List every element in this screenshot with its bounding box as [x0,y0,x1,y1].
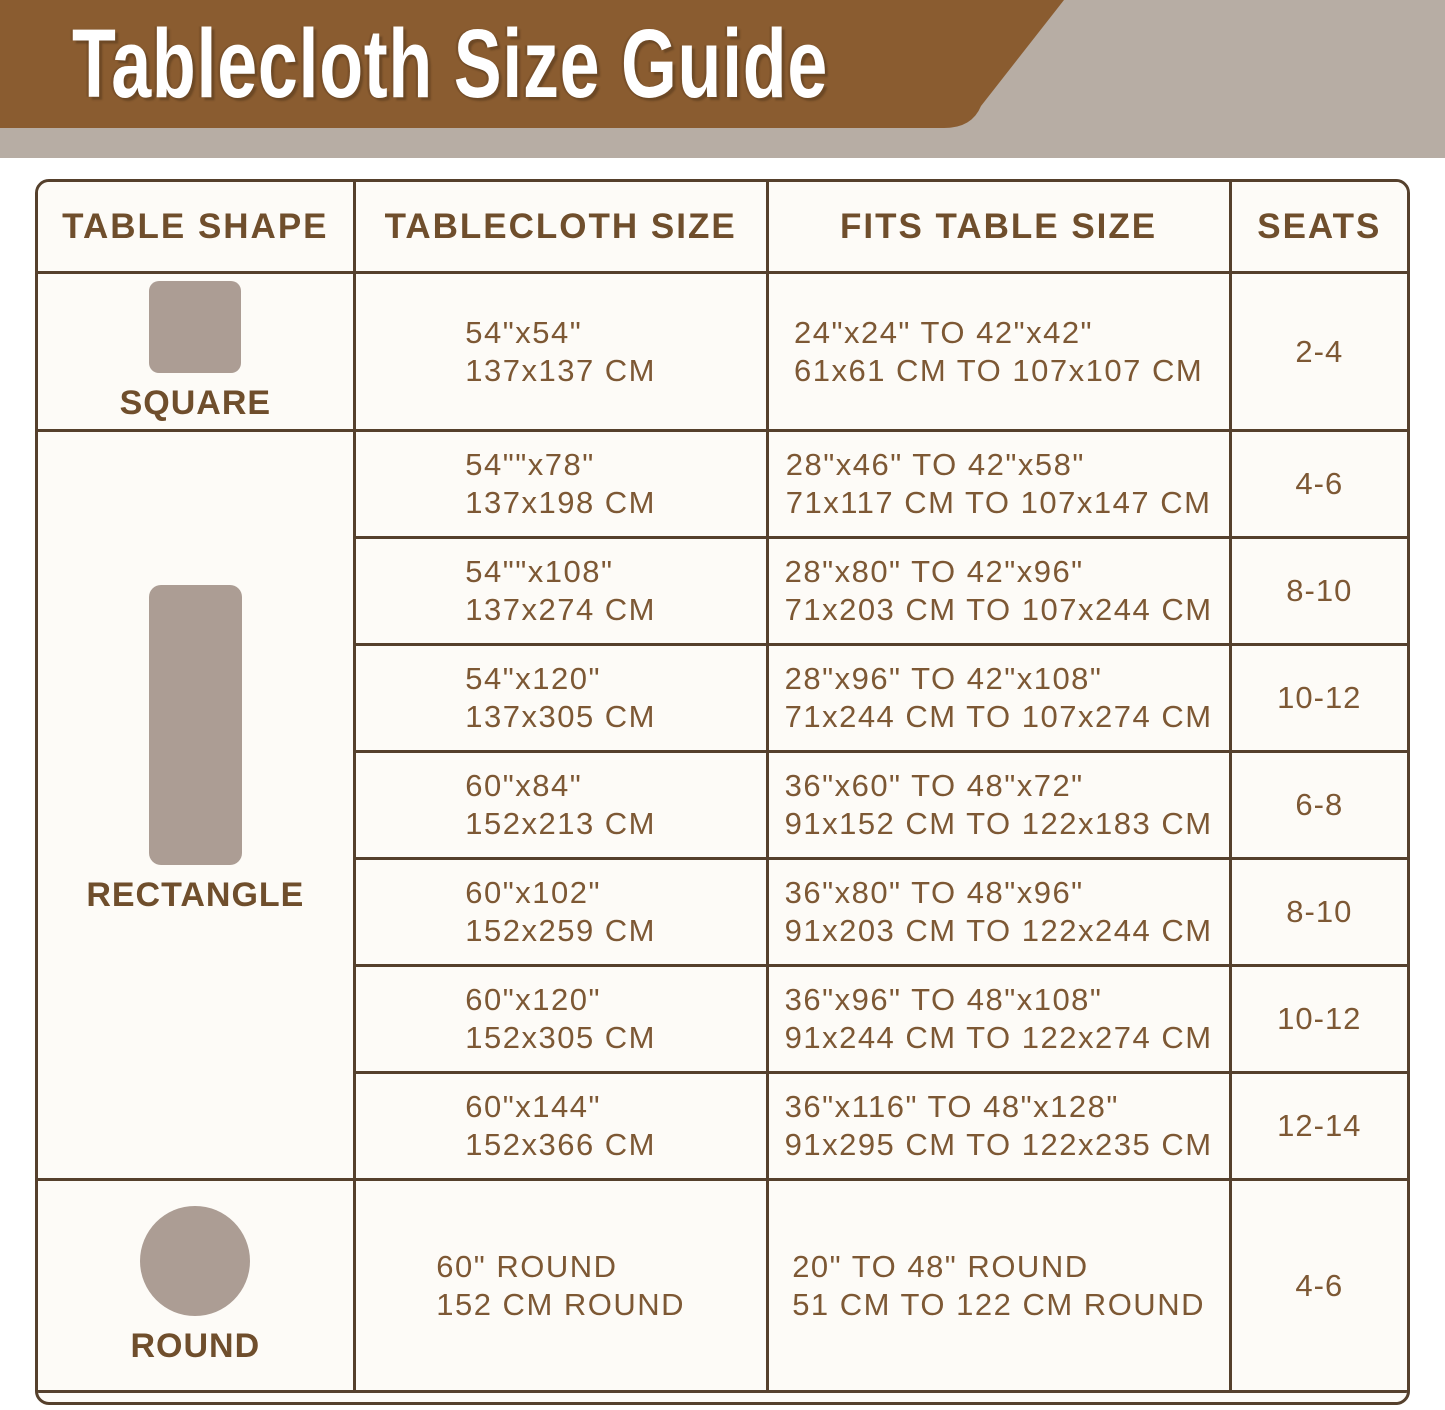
fits-inches: 24"x24" TO 42"x42" [793,314,1094,350]
fits-cm: 71x203 CM TO 107x244 CM [784,592,1213,627]
fits-cm: 91x295 CM TO 122x235 CM [784,1127,1213,1162]
size-cm: 152x305 CM [465,1020,657,1055]
size-inches: 60"x84" [465,768,583,803]
size-cm: 152x213 CM [465,806,657,841]
rectangle-shape-icon [149,585,242,865]
size-cm: 152x366 CM [465,1127,657,1162]
fits-inches: 36"x116" TO 48"x128" [784,1089,1119,1124]
fits-cm: 71x117 CM TO 107x147 CM [785,485,1212,520]
fits-cm: 91x152 CM TO 122x183 CM [784,806,1213,841]
size-inches: 60"x120" [465,982,601,1017]
seats-cell: 8-10 [1230,859,1408,966]
tablecloth-size-cell [354,645,767,752]
fits-cm: 91x244 CM TO 122x274 CM [784,1020,1213,1055]
round-shape-cell [37,1180,355,1392]
rectangle-shape-cell [37,431,355,1180]
fits-inches: 28"x80" TO 42"x96" [784,554,1084,589]
fits-inches: 20" TO 48" ROUND [792,1248,1089,1284]
size-guide-table [35,179,1410,1405]
tablecloth-size-cell [354,859,767,966]
tablecloth-size-cell [354,431,767,538]
fits-cm: 91x203 CM TO 122x244 CM [784,913,1213,948]
fits-table-size-cell [767,645,1230,752]
size-inches: 60"x144" [465,1089,601,1124]
size-cm: 137x137 CM [465,352,657,388]
shape-label: ROUND [130,1326,261,1365]
fits-table-size-cell [767,1073,1230,1180]
seats-cell: 10-12 [1230,966,1408,1073]
seats-cell: 8-10 [1230,538,1408,645]
table-row [37,431,1409,538]
fits-inches: 36"x96" TO 48"x108" [784,982,1103,1017]
tablecloth-size-cell [354,273,767,431]
size-cm: 152x259 CM [465,913,657,948]
fits-table-size-cell [767,966,1230,1073]
seats-cell: 12-14 [1230,1073,1408,1180]
column-header-fits-table-size: FITS TABLE SIZE [767,181,1230,273]
seats-cell: 2-4 [1230,273,1408,431]
seats-cell: 4-6 [1230,431,1408,538]
fits-inches: 28"x96" TO 42"x108" [784,661,1103,696]
square-shape-icon [149,281,241,373]
fits-inches: 36"x60" TO 48"x72" [784,768,1084,803]
fits-cm: 71x244 CM TO 107x274 CM [784,699,1213,734]
fits-table-size-cell [767,1180,1230,1392]
table-row [37,1180,1409,1392]
size-cm: 137x305 CM [465,699,657,734]
fits-table-size-cell [767,431,1230,538]
shape-label: SQUARE [119,383,272,422]
fits-cm: 61x61 CM TO 107x107 CM [793,352,1204,388]
tablecloth-size-cell [354,752,767,859]
size-inches: 60" ROUND [436,1248,618,1284]
size-inches: 54"x54" [465,314,583,350]
page-title: Tablecloth Size Guide [72,9,829,118]
tablecloth-size-cell [354,1073,767,1180]
size-cm: 137x274 CM [465,592,657,627]
seats-cell: 6-8 [1230,752,1408,859]
table-row [37,273,1409,431]
size-cm: 137x198 CM [465,485,657,520]
header-banner [0,0,1445,158]
fits-table-size-cell [767,538,1230,645]
fits-table-size-cell [767,273,1230,431]
fits-inches: 28"x46" TO 42"x58" [785,447,1085,482]
size-inches: 54"x120" [465,661,601,696]
size-inches: 54""x108" [465,554,614,589]
size-inches: 60"x102" [465,875,601,910]
fits-cm: 51 CM TO 122 CM ROUND [792,1286,1205,1322]
seats-cell: 10-12 [1230,645,1408,752]
column-header-table-shape: TABLE SHAPE [37,181,355,273]
tablecloth-size-cell [354,538,767,645]
column-header-tablecloth-size: TABLECLOTH SIZE [354,181,767,273]
fits-table-size-cell [767,859,1230,966]
shape-label: RECTANGLE [86,876,305,914]
round-shape-icon [140,1206,250,1316]
tablecloth-size-cell [354,1180,767,1392]
table-header-row [37,181,1409,273]
column-header-seats: SEATS [1230,181,1408,273]
fits-inches: 36"x80" TO 48"x96" [784,875,1084,910]
tablecloth-size-cell [354,966,767,1073]
size-inches: 54""x78" [465,447,595,482]
seats-cell: 4-6 [1230,1180,1408,1392]
size-cm: 152 CM ROUND [436,1286,686,1322]
square-shape-cell [37,273,355,431]
fits-table-size-cell [767,752,1230,859]
